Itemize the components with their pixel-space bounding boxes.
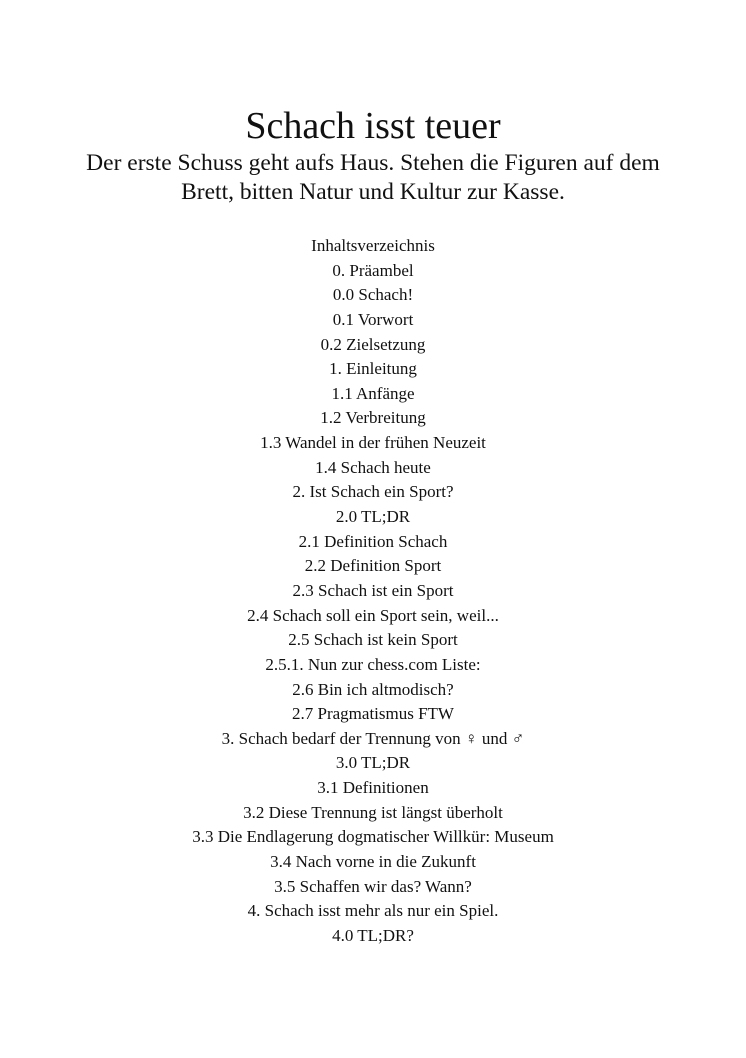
- toc-item-1-1-anfaenge: 1.1 Anfänge: [331, 383, 415, 403]
- toc-item-0-0-schach: 0.0 Schach!: [332, 285, 414, 305]
- toc-item-3-4-zukunft: 3.4 Nach vorne in die Zukunft: [270, 852, 476, 872]
- toc-item-1-3-wandel: 1.3 Wandel in der frühen Neuzeit: [260, 433, 486, 453]
- toc-item-3-0-tldr: 3.0 TL;DR: [335, 753, 411, 773]
- toc-item-2-1-definition-schach: 2.1 Definition Schach: [298, 531, 448, 551]
- toc-item-2-2-definition-sport: 2.2 Definition Sport: [304, 556, 442, 576]
- toc-item-0-praeambel: 0. Präambel: [332, 260, 414, 280]
- document-subtitle: Der erste Schuss geht aufs Haus. Stehen die Figuren auf dem Brett, bitten Natur und Kultur zur Kasse.: [86, 150, 660, 205]
- toc-item-2-0-tldr: 2.0 TL;DR: [335, 507, 411, 527]
- table-of-contents: [0, 234, 746, 949]
- toc-heading: Inhaltsverzeichnis: [311, 236, 435, 255]
- toc-item-2-4-soll-ein-sport-sein: 2.4 Schach soll ein Sport sein, weil...: [247, 605, 499, 625]
- toc-item-2-5-1-chess-com-liste: 2.5.1. Nun zur chess.com Liste:: [265, 654, 481, 674]
- toc-item-1-2-verbreitung: 1.2 Verbreitung: [320, 408, 426, 428]
- toc-item-2-7-pragmatismus: 2.7 Pragmatismus FTW: [292, 704, 454, 724]
- toc-item-2-5-kein-sport: 2.5 Schach ist kein Sport: [288, 630, 458, 650]
- toc-item-3-1-definitionen: 3.1 Definitionen: [317, 778, 429, 798]
- toc-item-1-4-schach-heute: 1.4 Schach heute: [315, 457, 431, 477]
- toc-item-3-trennung: 3. Schach bedarf der Trennung von ♀ und ♂: [221, 728, 525, 748]
- toc-item-2-6-altmodisch: 2.6 Bin ich altmodisch?: [292, 679, 454, 699]
- toc-item-2-sport: 2. Ist Schach ein Sport?: [292, 482, 454, 502]
- toc-item-0-1-vorwort: 0.1 Vorwort: [332, 309, 414, 329]
- toc-item-0-2-zielsetzung: 0.2 Zielsetzung: [320, 334, 426, 354]
- document-title: Schach isst teuer: [245, 105, 501, 147]
- toc-item-3-5-schaffen-wir-das: 3.5 Schaffen wir das? Wann?: [274, 876, 472, 896]
- toc-item-2-3-ist-ein-sport: 2.3 Schach ist ein Sport: [292, 580, 454, 600]
- toc-item-1-einleitung: 1. Einleitung: [329, 359, 417, 379]
- toc-item-4-0-tldr: 4.0 TL;DR?: [332, 925, 414, 945]
- toc-item-4-mehr-als-spiel: 4. Schach isst mehr als nur ein Spiel.: [247, 901, 499, 921]
- toc-item-3-3-museum: 3.3 Die Endlagerung dogmatischer Willkür: Museum: [192, 827, 554, 847]
- toc-item-3-2-ueberholt: 3.2 Diese Trennung ist längst überholt: [243, 802, 503, 822]
